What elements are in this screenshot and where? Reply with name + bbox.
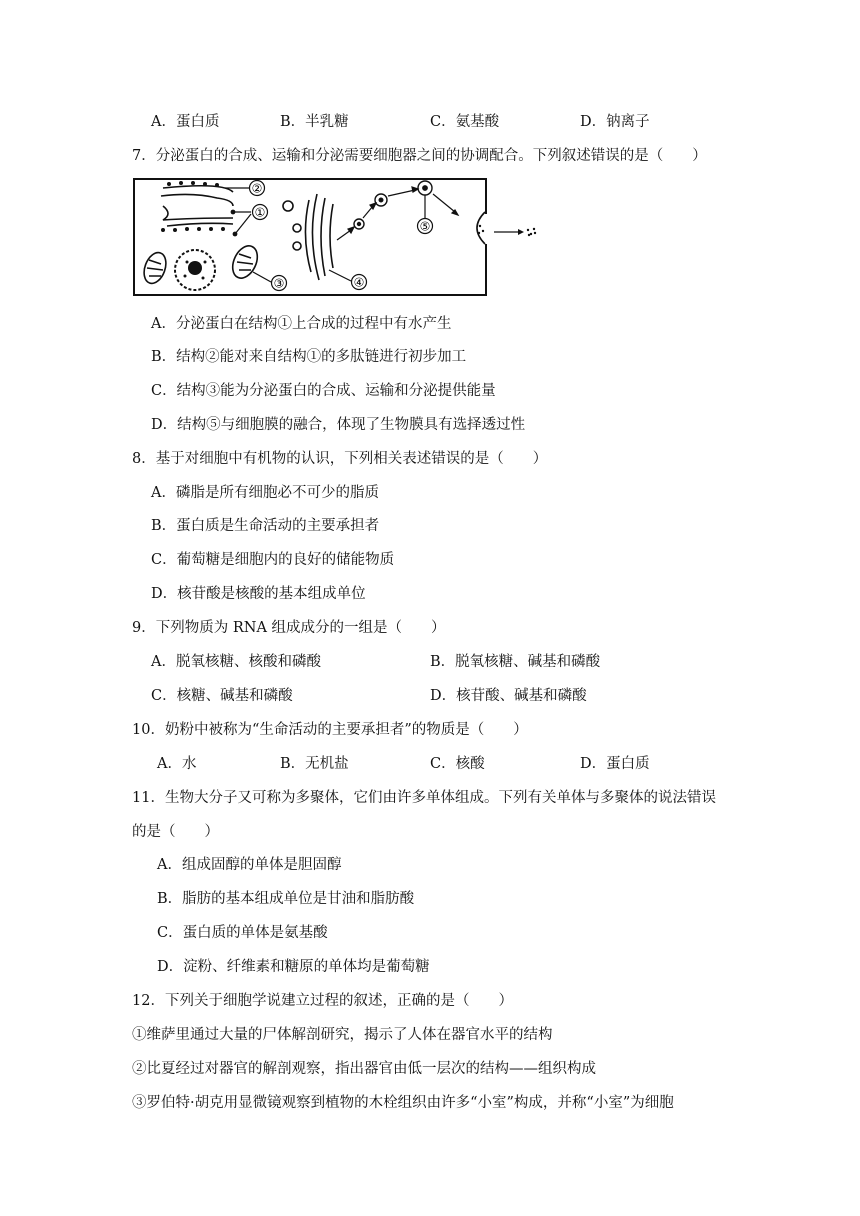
mitochondrion-icon-2 xyxy=(228,242,262,282)
q12-stem: 12．下列关于细胞学说建立过程的叙述，正确的是（ ） xyxy=(132,993,513,1009)
q6-option-c: C．氨基酸 xyxy=(430,114,500,130)
q10-stem: 10．奶粉中被称为“生命活动的主要承担者”的物质是（ ） xyxy=(132,722,528,738)
secretion-arrow-icon xyxy=(494,222,554,242)
q10-option-d: D．蛋白质 xyxy=(580,756,650,772)
q7-option-c: C．结构③能为分泌蛋白的合成、运输和分泌提供能量 xyxy=(151,383,496,399)
q12-statement-3: ③罗伯特·胡克用显微镜观察到植物的木栓组织由许多“小室”构成，并称“小室”为细胞 xyxy=(132,1095,674,1111)
q9-option-b: B．脱氧核糖、碱基和磷酸 xyxy=(430,654,601,670)
q9-option-c: C．核糖、碱基和磷酸 xyxy=(151,688,293,704)
q12-statement-1: ①维萨里通过大量的尸体解剖研究，揭示了人体在器官水平的结构 xyxy=(132,1027,553,1043)
q9-stem: 9．下列物质为 RNA 组成成分的一组是（ ） xyxy=(132,620,446,636)
figure-label-3: ③ xyxy=(273,276,285,291)
figure-label-5: ⑤ xyxy=(419,219,431,234)
nucleus-icon xyxy=(175,250,215,290)
exocytosis-icon xyxy=(473,212,487,244)
rough-er-icon xyxy=(161,186,233,226)
q6-option-a: A．蛋白质 xyxy=(151,114,220,130)
q6-option-b: B．半乳糖 xyxy=(280,114,349,130)
q11-stem-line1: 11．生物大分子又可称为多聚体，它们由许多单体组成。下列有关单体与多聚体的说法错误 xyxy=(132,790,716,806)
golgi-icon xyxy=(283,194,333,280)
q8-option-d: D．核苷酸是核酸的基本组成单位 xyxy=(151,586,366,602)
q10-option-b: B．无机盐 xyxy=(280,756,349,772)
q6-option-d: D．钠离子 xyxy=(580,114,650,130)
q11-stem-line2: 的是（ ） xyxy=(132,824,219,840)
q7-option-d: D．结构⑤与细胞膜的融合，体现了生物膜具有选择透过性 xyxy=(151,417,526,433)
q10-option-c: C．核酸 xyxy=(430,756,485,772)
figure-label-4: ④ xyxy=(353,275,365,290)
q8-option-a: A．磷脂是所有细胞必不可少的脂质 xyxy=(151,485,379,501)
q11-option-c: C．蛋白质的单体是氨基酸 xyxy=(157,925,328,941)
q9-option-d: D．核苷酸、碱基和磷酸 xyxy=(430,688,587,704)
q11-option-d: D．淀粉、纤维素和糖原的单体均是葡萄糖 xyxy=(157,959,430,975)
figure-label-2: ② xyxy=(251,181,263,196)
q10-option-a: A．水 xyxy=(157,756,197,772)
mitochondrion-icon xyxy=(140,250,170,287)
secretory-protein-figure xyxy=(133,178,487,296)
q8-stem: 8．基于对细胞中有机物的认识，下列相关表述错误的是（ ） xyxy=(132,451,548,467)
q7-stem: 7．分泌蛋白的合成、运输和分泌需要细胞器之间的协调配合。下列叙述错误的是（ ） xyxy=(132,148,707,164)
q8-option-b: B．蛋白质是生命活动的主要承担者 xyxy=(151,518,380,534)
q11-option-a: A．组成固醇的单体是胆固醇 xyxy=(157,857,342,873)
figure-label-1: ① xyxy=(254,205,266,220)
q9-option-a: A．脱氧核糖、核酸和磷酸 xyxy=(151,654,321,670)
q11-option-b: B．脂肪的基本组成单位是甘油和脂肪酸 xyxy=(157,891,415,907)
q7-option-a: A．分泌蛋白在结构①上合成的过程中有水产生 xyxy=(151,316,452,332)
q12-statement-2: ②比夏经过对器官的解剖观察，指出器官由低一层次的结构——组织构成 xyxy=(132,1061,596,1077)
q8-option-c: C．葡萄糖是细胞内的良好的储能物质 xyxy=(151,552,395,568)
q7-option-b: B．结构②能对来自结构①的多肽链进行初步加工 xyxy=(151,349,467,365)
